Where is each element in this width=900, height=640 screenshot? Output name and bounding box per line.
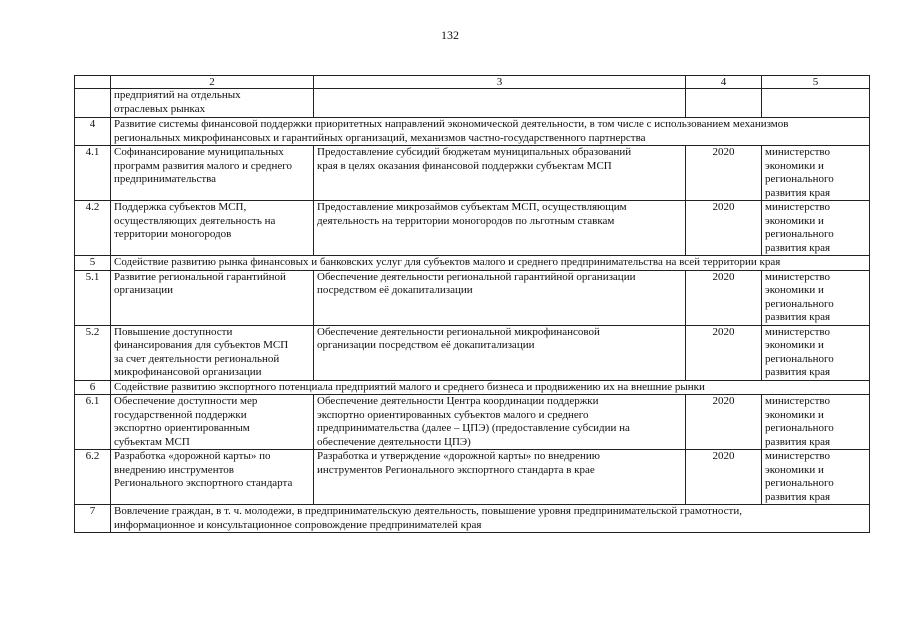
cell-num: 6.2 <box>75 450 111 505</box>
header-col-2: 2 <box>111 76 314 89</box>
header-col-5: 5 <box>762 76 870 89</box>
cell-num <box>75 89 111 118</box>
measures-table <box>74 75 870 533</box>
cell-name: Поддержка субъектов МСП, осуществляющих деятельность на территории моногородов <box>111 201 314 256</box>
header-col-3: 3 <box>314 76 686 89</box>
cell-num: 4.1 <box>75 146 111 201</box>
header-col-4: 4 <box>686 76 762 89</box>
cell-measure: Разработка и утверждение «дорожной карты» по внедрению инструментов Регионального экспортного стандарта в крае <box>314 450 686 505</box>
cell-measure: Предоставление микрозаймов субъектам МСП, осуществляющим деятельность на территории моногородов по льготным ставкам <box>314 201 686 256</box>
table-row <box>75 325 870 380</box>
cell-executor: министерство экономики и регионального развития края <box>762 146 870 201</box>
cell-year: 2020 <box>686 395 762 450</box>
table-row <box>75 450 870 505</box>
cell-name: Разработка «дорожной карты» по внедрению инструментов Регионального экспортного стандарта <box>111 450 314 505</box>
page-number: 132 <box>441 28 459 42</box>
section-title: Развитие системы финансовой поддержки приоритетных направлений экономической деятельности, в том числе с использованием механизмов региональных микрофинансовых и гарантийных организаций, механизмов частно-государственного партнерства <box>111 118 870 146</box>
section-title: Содействие развитию рынка финансовых и банковских услуг для субъектов малого и среднего предпринимательства на всей территории края <box>111 256 870 271</box>
cell-year: 2020 <box>686 201 762 256</box>
section-row <box>75 505 870 533</box>
cell-measure: Обеспечение деятельности Центра координации поддержки экспортно ориентированных субъектов малого и среднего предпринимательства (далее – ЦПЭ) (предоставление субсидии на обеспечение деятельности ЦПЭ) <box>314 395 686 450</box>
cell-name: предприятий на отдельных отраслевых рынках <box>111 89 314 118</box>
cell-num: 5.2 <box>75 325 111 380</box>
section-row <box>75 118 870 146</box>
cell-name: Обеспечение доступности мер государственной поддержки экспортно ориентированным субъектам МСП <box>111 395 314 450</box>
table-row <box>75 395 870 450</box>
cell-year: 2020 <box>686 325 762 380</box>
cell-measure: Обеспечение деятельности региональной микрофинансовой организации посредством её докапитализации <box>314 325 686 380</box>
section-number: 7 <box>75 505 111 533</box>
section-row <box>75 380 870 395</box>
cell-executor: министерство экономики и регионального развития края <box>762 270 870 325</box>
table-header-row <box>75 76 870 89</box>
cell-num: 4.2 <box>75 201 111 256</box>
section-row <box>75 256 870 271</box>
cell-year: 2020 <box>686 450 762 505</box>
header-col-1 <box>75 76 111 89</box>
table-row <box>75 270 870 325</box>
cell-year: 2020 <box>686 146 762 201</box>
cell-executor: министерство экономики и регионального развития края <box>762 395 870 450</box>
table-row <box>75 146 870 201</box>
cell-num: 5.1 <box>75 270 111 325</box>
section-number: 6 <box>75 380 111 395</box>
cell-executor: министерство экономики и регионального развития края <box>762 325 870 380</box>
cell-year <box>686 89 762 118</box>
cell-measure: Предоставление субсидий бюджетам муниципальных образований края в целях оказания финансовой поддержки субъектам МСП <box>314 146 686 201</box>
section-title: Содействие развитию экспортного потенциала предприятий малого и среднего бизнеса и продвижению их на внешние рынки <box>111 380 870 395</box>
cell-executor <box>762 89 870 118</box>
section-number: 5 <box>75 256 111 271</box>
table-row <box>75 201 870 256</box>
cell-measure: Обеспечение деятельности региональной гарантийной организации посредством её докапитализации <box>314 270 686 325</box>
cell-executor: министерство экономики и регионального развития края <box>762 201 870 256</box>
section-title: Вовлечение граждан, в т. ч. молодежи, в предпринимательскую деятельность, повышение уровня предпринимательской грамотности, информационное и консультационное сопровождение предпринимателей края <box>111 505 870 533</box>
cell-executor: министерство экономики и регионального развития края <box>762 450 870 505</box>
cell-name: Софинансирование муниципальных программ развития малого и среднего предпринимательства <box>111 146 314 201</box>
cell-name: Развитие региональной гарантийной организации <box>111 270 314 325</box>
cell-num: 6.1 <box>75 395 111 450</box>
cell-measure <box>314 89 686 118</box>
table-row-continued <box>75 89 870 118</box>
section-number: 4 <box>75 118 111 146</box>
cell-year: 2020 <box>686 270 762 325</box>
cell-name: Повышение доступности финансирования для субъектов МСП за счет деятельности региональной микрофинансовой организации <box>111 325 314 380</box>
